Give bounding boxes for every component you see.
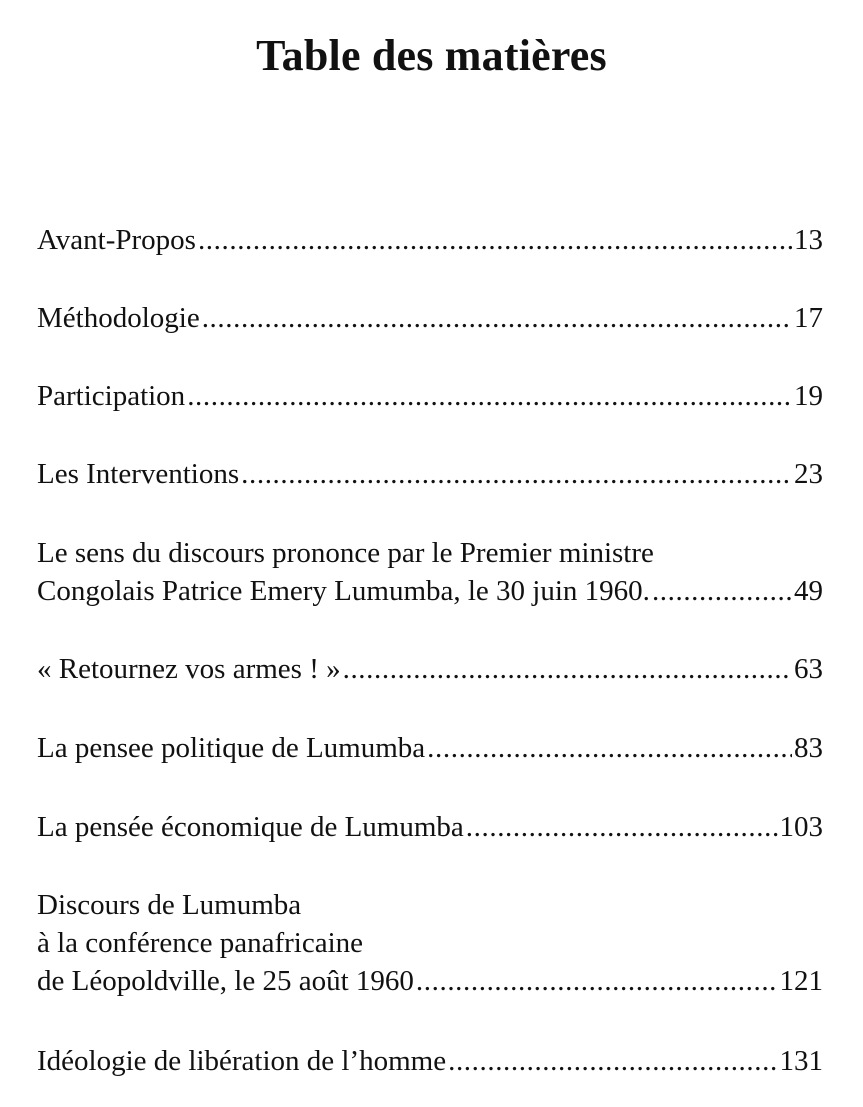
toc-page-number: 121	[779, 965, 823, 997]
toc-entry-pensee-economique[interactable]	[37, 808, 823, 846]
page-title: Table des matières	[256, 31, 607, 80]
toc-entry-pensee-politique[interactable]	[37, 729, 823, 767]
toc-entry-title-line: Le sens du discours prononce par le Premier ministre	[37, 537, 654, 569]
toc-entry-retournez-vos-armes[interactable]	[37, 650, 823, 688]
toc-entry-methodologie[interactable]	[37, 299, 823, 337]
toc-entry-avant-propos[interactable]	[37, 221, 823, 259]
dot-leader	[198, 221, 792, 259]
toc-entry-title-line: à la conférence panafricaine	[37, 927, 364, 959]
toc-entry-title: La pensee politique de Lumumba	[37, 732, 426, 764]
toc-entry-title: de Léopoldville, le 25 août 1960	[37, 965, 414, 997]
toc-entry-title: Idéologie de libération de l’homme	[37, 1045, 447, 1077]
toc-page-number: 103	[779, 811, 823, 843]
toc-page-number: 17	[794, 302, 823, 334]
toc-entry-ideologie-liberation[interactable]	[37, 1042, 823, 1080]
toc-page-number: 49	[794, 575, 823, 607]
toc-entry-title: La pensée économique de Lumumba	[37, 811, 464, 843]
dot-leader	[652, 572, 792, 610]
dot-leader	[202, 299, 792, 337]
toc-page-number: 63	[794, 653, 823, 685]
toc-entry-title: « Retournez vos armes ! »	[37, 653, 341, 685]
toc-page-number: 131	[779, 1045, 823, 1077]
toc-entry-interventions[interactable]	[37, 455, 823, 493]
toc-page-number: 23	[794, 458, 823, 490]
dot-leader	[343, 650, 792, 688]
toc-entry-discours-leopoldville[interactable]	[37, 886, 823, 1000]
dot-leader	[241, 455, 792, 493]
toc-entry-title: Congolais Patrice Emery Lumumba, le 30 juin 1960.	[37, 575, 650, 607]
dot-leader	[187, 377, 792, 415]
toc-entry-title: Les Interventions	[37, 458, 240, 490]
dot-leader	[427, 729, 792, 767]
dot-leader	[448, 1042, 777, 1080]
toc-entry-title: Participation	[37, 380, 186, 412]
toc-entry-participation[interactable]	[37, 377, 823, 415]
toc-entry-title: Avant-Propos	[37, 224, 196, 256]
toc-page-number: 13	[794, 224, 823, 256]
toc-page-number: 83	[794, 732, 823, 764]
dot-leader	[466, 808, 778, 846]
toc-entry-title: Méthodologie	[37, 302, 200, 334]
toc-entry-sens-du-discours[interactable]	[37, 534, 823, 610]
toc-page-number: 19	[794, 380, 823, 412]
toc-entry-title-line: Discours de Lumumba	[37, 889, 302, 921]
dot-leader	[416, 962, 778, 1000]
